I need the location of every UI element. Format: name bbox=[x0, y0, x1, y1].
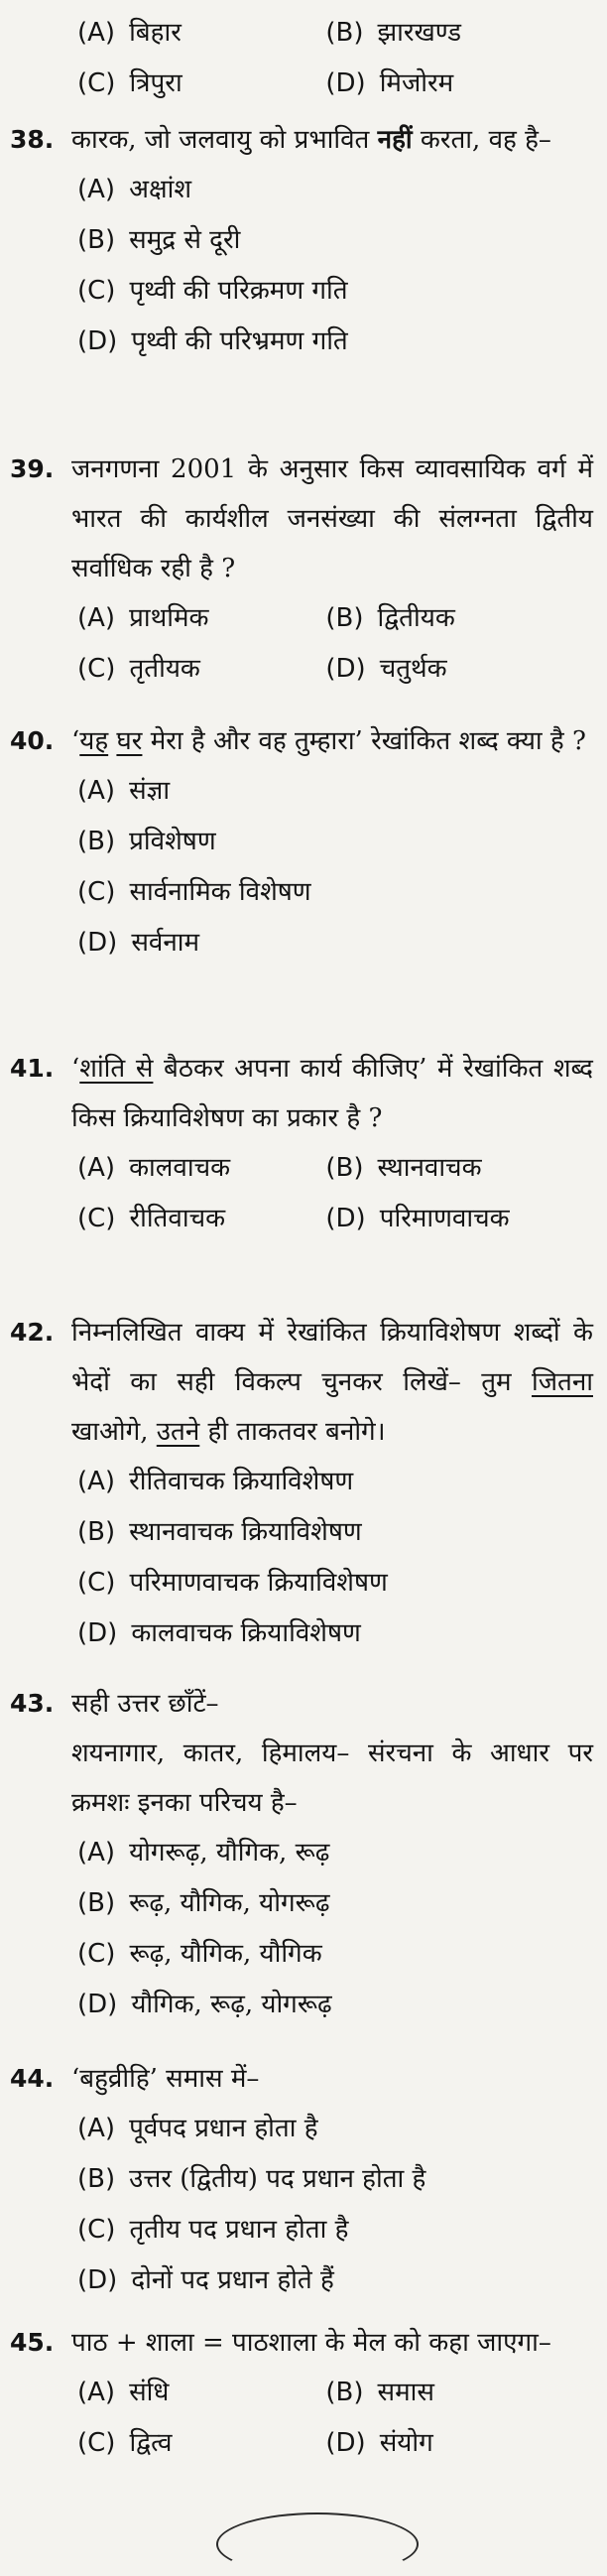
question-38 bbox=[10, 115, 593, 367]
option-c[interactable]: (C) परिमाणवाचक क्रियाविशेषण bbox=[77, 1568, 388, 1598]
option-a[interactable]: (A) प्राथमिक bbox=[77, 603, 209, 633]
question-40 bbox=[10, 716, 593, 968]
option-a[interactable]: (A) संज्ञा bbox=[77, 776, 171, 806]
option-d[interactable]: (D) दोनों पद प्रधान होते हैं bbox=[77, 2265, 334, 2295]
option-d[interactable]: (D) कालवाचक क्रियाविशेषण bbox=[77, 1618, 361, 1648]
question-text: ‘बहुव्रीहि’ समास में– bbox=[71, 2064, 260, 2094]
option-a[interactable]: (A) पूर्वपद प्रधान होता है bbox=[77, 2114, 318, 2143]
option-d[interactable]: (D) यौगिक, रूढ़, योगरूढ़ bbox=[77, 1990, 332, 2019]
question-39 bbox=[10, 445, 593, 695]
option-b[interactable]: (B) स्थानवाचक bbox=[325, 1153, 482, 1183]
option-a[interactable]: (A) बिहार bbox=[77, 18, 182, 48]
question-text: कारक, जो जलवायु को प्रभावित नहीं करता, वह है– bbox=[71, 125, 551, 155]
option-c[interactable]: (C) तृतीयक bbox=[77, 654, 200, 684]
option-b[interactable]: (B) रूढ़, यौगिक, योगरूढ़ bbox=[77, 1888, 330, 1918]
question-45 bbox=[10, 2318, 593, 2469]
option-d[interactable]: (D) मिजोरम bbox=[325, 68, 454, 98]
option-a[interactable]: (A) कालवाचक bbox=[77, 1153, 231, 1183]
page-decoration-arc bbox=[216, 2512, 419, 2576]
option-d[interactable]: (D) संयोग bbox=[325, 2428, 433, 2458]
option-a[interactable]: (A) संधि bbox=[77, 2378, 170, 2407]
option-b[interactable]: (B) उत्तर (द्वितीय) पद प्रधान होता है bbox=[77, 2164, 426, 2194]
option-d[interactable]: (D) परिमाणवाचक bbox=[325, 1204, 510, 1233]
option-c[interactable]: (C) तृतीय पद प्रधान होता है bbox=[77, 2215, 349, 2245]
question-43 bbox=[10, 1679, 593, 2030]
question-text: जनगणना 2001 के अनुसार किस व्यावसायिक वर्ग में भारत की कार्यशील जनसंख्या की संलग्नता द्वितीय सर्वाधिक रही है ? bbox=[71, 454, 593, 583]
option-a[interactable]: (A) अक्षांश bbox=[77, 175, 191, 204]
option-c[interactable]: (C) पृथ्वी की परिक्रमण गति bbox=[77, 276, 348, 306]
option-c[interactable]: (C) द्वित्व bbox=[77, 2428, 173, 2458]
question-text: सही उत्तर छाँटें– bbox=[71, 1689, 219, 1719]
question-number: 43. bbox=[10, 1689, 55, 1718]
question-42 bbox=[10, 1308, 593, 1659]
question-text: ‘यह घर मेरा है और वह तुम्हारा’ रेखांकित शब्द क्या है ? bbox=[71, 726, 586, 756]
option-b[interactable]: (B) प्रविशेषण bbox=[77, 827, 216, 856]
question-number: 45. bbox=[10, 2328, 55, 2357]
option-b[interactable]: (B) द्वितीयक bbox=[325, 603, 455, 633]
option-c[interactable]: (C) त्रिपुरा bbox=[77, 68, 182, 98]
option-a[interactable]: (A) रीतिवाचक क्रियाविशेषण bbox=[77, 1467, 354, 1496]
option-c[interactable]: (C) रूढ़, यौगिक, यौगिक bbox=[77, 1939, 322, 1969]
previous-question-options bbox=[10, 8, 593, 109]
option-b[interactable]: (B) स्थानवाचक क्रियाविशेषण bbox=[77, 1517, 362, 1547]
option-a[interactable]: (A) योगरूढ़, यौगिक, रूढ़ bbox=[77, 1838, 330, 1868]
option-b[interactable]: (B) समुद्र से दूरी bbox=[77, 225, 241, 255]
question-41 bbox=[10, 1044, 593, 1244]
option-b[interactable]: (B) समास bbox=[325, 2378, 434, 2407]
question-number: 41. bbox=[10, 1054, 55, 1083]
question-44 bbox=[10, 2054, 593, 2306]
option-b[interactable]: (B) झारखण्ड bbox=[325, 18, 462, 48]
question-text: पाठ + शाला = पाठशाला के मेल को कहा जाएगा– bbox=[71, 2328, 551, 2358]
option-d[interactable]: (D) पृथ्वी की परिभ्रमण गति bbox=[77, 326, 348, 356]
question-text: ‘शांति से बैठकर अपना कार्य कीजिए’ में रेखांकित शब्द किस क्रियाविशेषण का प्रकार है ? bbox=[71, 1054, 593, 1133]
question-number: 40. bbox=[10, 726, 55, 755]
question-text: निम्नलिखित वाक्य में रेखांकित क्रियाविशेषण शब्दों के भेदों का सही विकल्प चुनकर लिखें– तुम जितना खाओगे, उतने ही ताकतवर बनोगे। bbox=[71, 1318, 593, 1447]
option-c[interactable]: (C) रीतिवाचक bbox=[77, 1204, 226, 1233]
question-subtext: शयनागार, कातर, हिमालय– संरचना के आधार पर क्रमशः इनका परिचय है– bbox=[71, 1739, 593, 1818]
option-c[interactable]: (C) सार्वनामिक विशेषण bbox=[77, 877, 311, 907]
question-number: 42. bbox=[10, 1318, 55, 1347]
option-d[interactable]: (D) चतुर्थक bbox=[325, 654, 447, 684]
question-number: 38. bbox=[10, 125, 55, 154]
question-number: 44. bbox=[10, 2064, 55, 2093]
question-number: 39. bbox=[10, 454, 55, 483]
option-d[interactable]: (D) सर्वनाम bbox=[77, 928, 200, 958]
